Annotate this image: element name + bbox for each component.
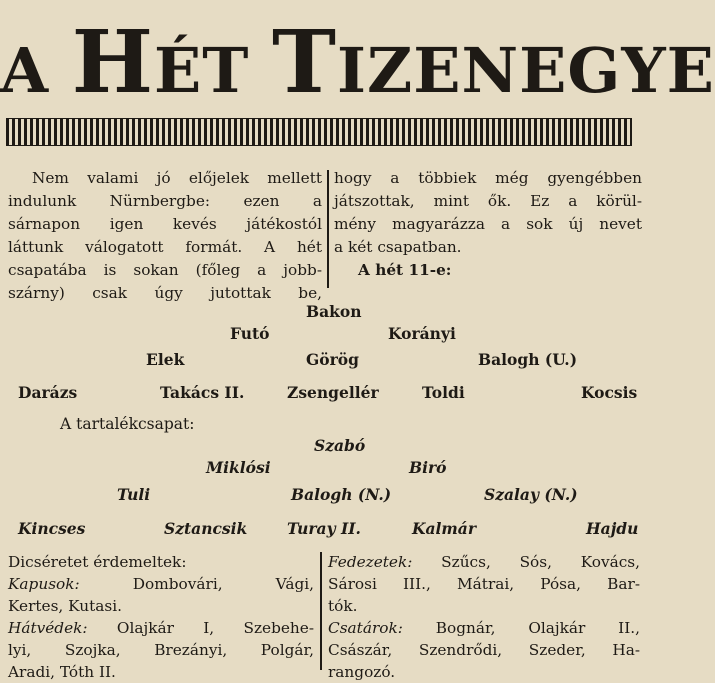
honors-title: Dicséretet érdemeltek: (8, 553, 187, 571)
honors-label: Csatárok: (328, 619, 403, 637)
honors-text: lyi, Szojka, Brezányi, Polgár, (8, 641, 314, 659)
reserve-team-label: A tartalékcsapat: (60, 415, 195, 433)
honors-line (8, 639, 314, 661)
honors-text: Szűcs, Sós, Kovács, (441, 553, 640, 571)
honors-text: Dombovári, Vági, (132, 575, 314, 593)
honors-right-column (328, 551, 640, 683)
reserve-forward: Turay II. (287, 519, 361, 538)
title-rest-tizenegye: IZENEGYE (336, 34, 715, 107)
honors-text: rangozó. (328, 663, 396, 681)
intro-line: indulunk Nürnbergbe: ezen a (8, 192, 322, 210)
player-half: Elek (146, 350, 185, 369)
honors-line (328, 551, 640, 573)
honors-line (328, 639, 640, 661)
title-initial-t: T (271, 12, 337, 113)
honors-text: Aradi, Tóth II. (8, 663, 116, 681)
honors-line (8, 661, 314, 683)
honors-text: tók. (328, 597, 358, 615)
honors-left-column (8, 551, 314, 683)
honors-line (8, 573, 314, 595)
player-goalkeeper: Bakon (306, 302, 362, 321)
honors-text: Olajkár I, Szebehe- (116, 619, 314, 637)
honors-line (328, 595, 640, 617)
title-rest-het: ÉT (153, 34, 250, 107)
intro-line: Nem valami jó előjelek mellett (32, 169, 322, 187)
intro-left-column (8, 167, 322, 305)
intro-line: a két csapatban. (334, 238, 462, 256)
player-back: Futó (230, 324, 270, 343)
title-rule (6, 118, 632, 146)
honors-line (328, 617, 640, 639)
intro-line: szárny) csak úgy jutottak be, (8, 284, 322, 302)
player-half: Görög (306, 350, 359, 369)
player-back: Korányi (388, 324, 456, 343)
intro-line: láttunk válogatott formát. A hét (8, 238, 322, 256)
honors-text: Kertes, Kutasi. (8, 597, 122, 615)
player-forward: Zsengellér (287, 383, 379, 402)
player-forward: Darázs (18, 383, 78, 402)
reserve-goalkeeper: Szabó (314, 436, 366, 455)
honors-label: Kapusok: (8, 575, 80, 593)
honors-line (8, 617, 314, 639)
reserve-forward: Hajdu (586, 519, 639, 538)
honors-divider (320, 552, 322, 670)
honors-text: Bognár, Olajkár II., (435, 619, 640, 637)
intro-right-column (334, 167, 642, 282)
intro-line: játszottak, mint ők. Ez a körül- (334, 192, 642, 210)
intro-line: mény magyarázza a sok új nevet (334, 215, 642, 233)
reserve-half: Szalay (N.) (484, 485, 578, 504)
honors-text: Sárosi III., Mátrai, Pósa, Bar- (328, 575, 640, 593)
honors-label: Fedezetek: (328, 553, 413, 571)
honors-line (8, 595, 314, 617)
reserve-back: Miklósi (206, 458, 271, 477)
player-forward: Kocsis (581, 383, 638, 402)
honors-text: Császár, Szendrődi, Szeder, Ha- (328, 641, 640, 659)
player-half: Balogh (U.) (478, 350, 578, 369)
reserve-back: Biró (409, 458, 447, 477)
column-divider (327, 170, 329, 288)
intro-line: csapatába is sokan (főleg a jobb- (8, 261, 322, 279)
reserve-forward: Kalmár (412, 519, 477, 538)
intro-line: hogy a többiek még gyengébben (334, 169, 642, 187)
honors-label: Hátvédek: (8, 619, 88, 637)
title-initial-h: H (71, 12, 154, 113)
reserve-half: Balogh (N.) (291, 485, 392, 504)
intro-line: sárnapon igen kevés játékostól (8, 215, 322, 233)
honors-line (328, 661, 640, 683)
article-title (0, 12, 715, 113)
player-forward: Takács II. (160, 383, 245, 402)
reserve-forward: Sztancsik (164, 519, 248, 538)
title-word-a: A (0, 34, 50, 107)
reserve-half: Tuli (117, 485, 151, 504)
honors-line (328, 573, 640, 595)
player-forward: Toldi (422, 383, 465, 402)
reserve-forward: Kincses (18, 519, 86, 538)
team-intro: A hét 11-e: (358, 261, 452, 279)
